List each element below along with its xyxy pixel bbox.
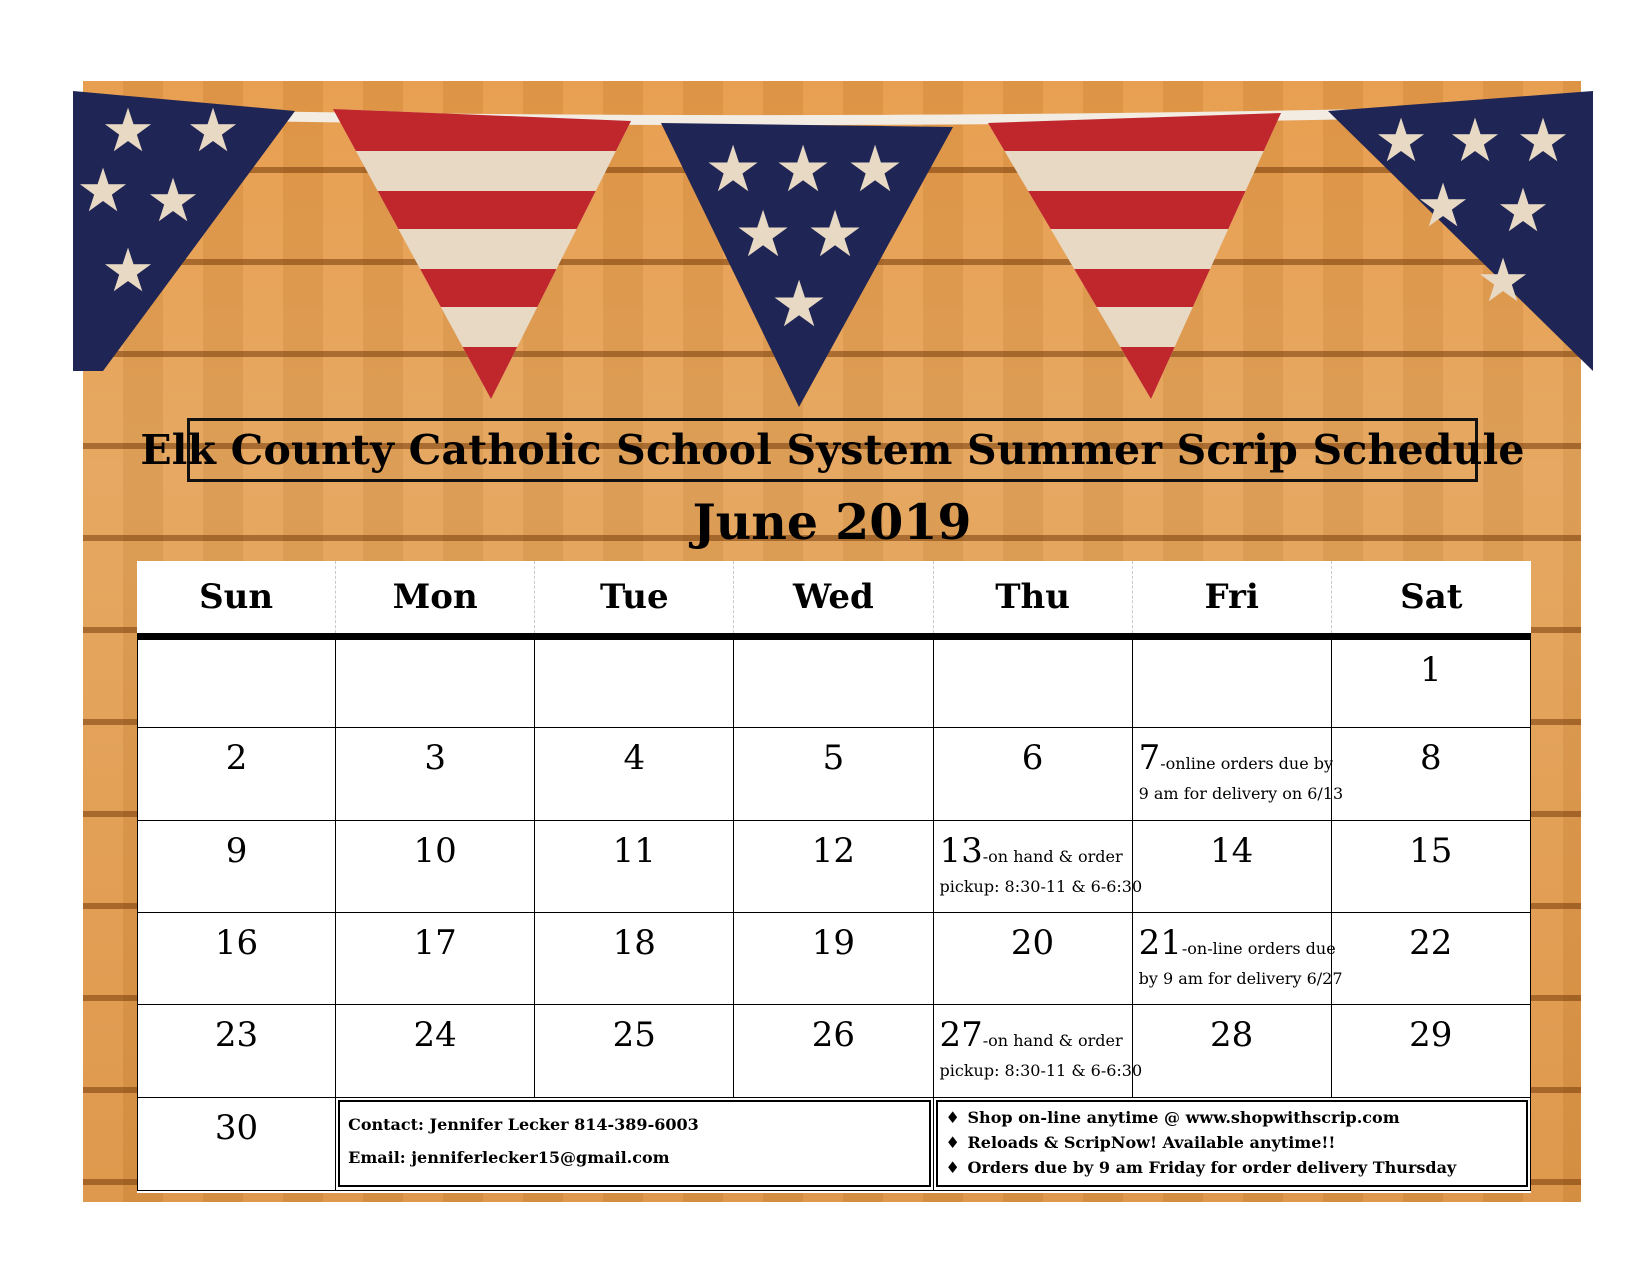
day-number: 12	[811, 831, 856, 871]
day-number: 20	[1010, 923, 1055, 963]
info-bullet-item: ♦ Shop on-line anytime @ www.shopwithscrip.com	[946, 1105, 1518, 1130]
day-cell-18	[535, 913, 734, 1005]
day-number: 22	[1409, 923, 1453, 963]
day-note-detail: by 9 am for delivery 6/27	[1138, 969, 1343, 988]
day-cell-8	[1332, 728, 1531, 821]
day-number: 2	[225, 738, 248, 778]
day-cell-30	[137, 1098, 336, 1191]
stripe-pennant-1	[323, 101, 643, 411]
day-number: 25	[612, 1015, 656, 1055]
day-number: 27	[939, 1015, 983, 1055]
day-cell-5	[734, 728, 933, 821]
day-note: -online orders due by	[1160, 754, 1334, 773]
month-title: June 2019	[692, 493, 972, 551]
day-number: 29	[1409, 1015, 1453, 1055]
day-cell-22	[1332, 913, 1531, 1005]
day-note-detail: pickup: 8:30-11 & 6-6:30	[939, 1061, 1143, 1080]
day-cell-12	[734, 821, 933, 913]
day-cell-empty	[137, 640, 336, 728]
svg-text:★: ★	[1476, 246, 1530, 316]
day-cell-6	[934, 728, 1133, 821]
day-cell-10	[336, 821, 535, 913]
info-bullets-box	[936, 1100, 1528, 1187]
day-number: 19	[811, 923, 856, 963]
info-bullet-item: ♦ Reloads & ScripNow! Available anytime!!	[946, 1130, 1518, 1155]
svg-text:★: ★	[101, 236, 155, 306]
contact-box	[338, 1100, 930, 1187]
day-number: 18	[612, 923, 656, 963]
day-cell-29	[1332, 1005, 1531, 1098]
day-cell-1	[1332, 640, 1531, 728]
day-number: 21	[1138, 923, 1182, 963]
day-number: 16	[214, 923, 259, 963]
day-number: 4	[623, 738, 646, 778]
day-number: 7	[1138, 738, 1161, 778]
day-note: -on hand & order	[982, 1031, 1123, 1050]
day-number: 10	[413, 831, 457, 871]
weekday-sun: Sun	[137, 561, 336, 633]
day-cell-27	[934, 1005, 1143, 1098]
day-number: 17	[413, 923, 457, 963]
svg-text:★: ★	[806, 198, 864, 272]
day-cell-20	[934, 913, 1133, 1005]
svg-text:★: ★	[770, 268, 828, 342]
weekday-wed: Wed	[734, 561, 933, 633]
svg-text:★: ★	[1374, 106, 1428, 176]
day-cell-4	[535, 728, 734, 821]
calendar	[137, 561, 1531, 1193]
day-number: 28	[1210, 1015, 1254, 1055]
svg-text:★: ★	[704, 133, 762, 207]
weekday-tue: Tue	[535, 561, 734, 633]
day-number: 3	[424, 738, 446, 778]
svg-text:★: ★	[1416, 171, 1470, 241]
svg-text:★: ★	[1496, 176, 1550, 246]
star-pennant-middle	[661, 123, 953, 407]
star-pennant-left	[73, 91, 295, 371]
day-cell-23	[137, 1005, 336, 1098]
day-number: 11	[612, 831, 656, 871]
weekday-thu: Thu	[934, 561, 1133, 633]
weekday-sat: Sat	[1400, 577, 1463, 617]
day-number: 8	[1419, 738, 1442, 778]
weekday-fri: Fri	[1133, 561, 1332, 633]
day-cell-13	[934, 821, 1143, 913]
day-cell-empty	[535, 640, 734, 728]
page-title: Elk County Catholic School System Summer Scrip Schedule	[140, 426, 1525, 474]
diamond-bullet-icon: ♦	[945, 1108, 960, 1127]
day-number: 26	[811, 1015, 856, 1055]
day-number: 6	[1021, 738, 1044, 778]
svg-text:★: ★	[734, 198, 792, 272]
day-cell-15	[1332, 821, 1531, 913]
day-cell-24	[336, 1005, 535, 1098]
header-divider	[137, 633, 1531, 640]
day-cell-empty	[734, 640, 933, 728]
day-number: 5	[822, 738, 845, 778]
day-cell-17	[336, 913, 535, 1005]
day-number: 14	[1210, 831, 1254, 871]
star-pennant-right	[1328, 91, 1593, 371]
day-note-detail: 9 am for delivery on 6/13	[1138, 784, 1344, 803]
svg-text:★: ★	[101, 96, 155, 166]
day-cell-25	[535, 1005, 734, 1098]
day-number: 15	[1409, 831, 1453, 871]
diamond-bullet-icon: ♦	[945, 1158, 960, 1177]
flyer-canvas	[76, 81, 1581, 1202]
day-cell-empty	[1133, 640, 1332, 728]
day-cell-16	[137, 913, 336, 1005]
day-cell-11	[535, 821, 734, 913]
svg-text:★: ★	[774, 133, 832, 207]
contact-email: Email: jenniferlecker15@gmail.com	[348, 1148, 670, 1167]
day-cell-empty	[934, 640, 1133, 728]
day-number: 9	[225, 831, 248, 871]
day-number: 30	[214, 1108, 259, 1148]
day-cell-2	[137, 728, 336, 821]
day-cell-empty	[336, 640, 535, 728]
day-number: 13	[939, 831, 983, 871]
day-cell-26	[734, 1005, 933, 1098]
day-cell-21	[1133, 913, 1343, 1005]
title-box	[140, 418, 1525, 482]
day-cell-9	[137, 821, 336, 913]
day-number: 1	[1419, 650, 1442, 690]
day-note: -on-line orders due	[1181, 939, 1336, 958]
day-note: -on hand & order	[982, 847, 1123, 866]
contact-cell	[336, 1098, 933, 1191]
svg-text:★: ★	[76, 156, 130, 226]
day-number: 23	[214, 1015, 259, 1055]
day-cell-14	[1133, 821, 1332, 913]
day-number: 24	[413, 1015, 457, 1055]
calendar-grid	[137, 640, 1531, 1191]
day-cell-3	[336, 728, 535, 821]
info-bullet-item: ♦ Orders due by 9 am Friday for order delivery Thursday	[946, 1155, 1518, 1180]
weekday-header-row	[137, 561, 1531, 633]
svg-text:★: ★	[186, 96, 240, 166]
contact-name-phone: Contact: Jennifer Lecker 814-389-6003	[348, 1115, 699, 1134]
diamond-bullet-icon: ♦	[945, 1133, 960, 1152]
day-cell-28	[1133, 1005, 1332, 1098]
day-note-detail: pickup: 8:30-11 & 6-6:30	[939, 877, 1143, 896]
info-cell	[934, 1098, 1531, 1191]
svg-text:★: ★	[846, 133, 904, 207]
svg-text:★: ★	[146, 166, 200, 236]
day-cell-7	[1133, 728, 1344, 821]
svg-text:★: ★	[1516, 106, 1570, 176]
stripe-pennant-2	[973, 101, 1293, 411]
svg-text:★: ★	[1448, 106, 1502, 176]
weekday-mon: Mon	[336, 561, 535, 633]
day-cell-19	[734, 913, 933, 1005]
